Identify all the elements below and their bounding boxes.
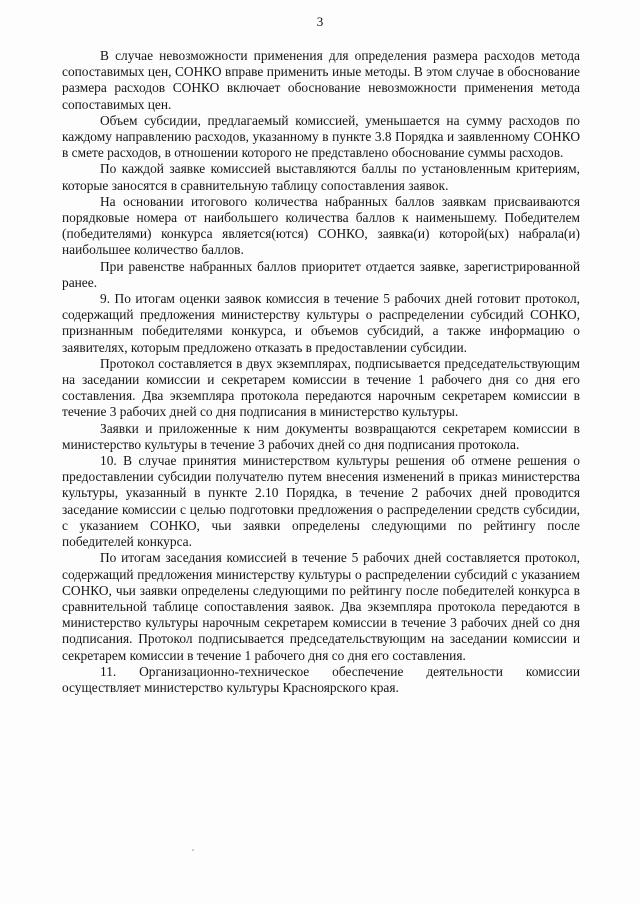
paragraph-protocol-signing: Протокол составляется в двух экземплярах, подписывается председательствующим на заседании комиссии и секретарем комиссии в течение 1 рабочего дня со дня его составления. Два экземпляра протокола передаются нарочным секретарем комиссии в течение 3 рабочих дней со дня подписания в министерство культуры. xyxy=(62,355,580,420)
paragraph-subsidy-reduction: Объем субсидии, предлагаемый комиссией, уменьшается на сумму расходов по каждому направлению расходов, указанному в пункте 3.8 Порядка и заявленному СОНКО в смете расходов, в отношении которого не представлено обоснование суммы расходов. xyxy=(62,112,580,161)
scan-speck xyxy=(192,849,194,851)
paragraph-item-10: 10. В случае принятия министерством культуры решения об отмене решения о предоставлении субсидии получателю путем внесения изменений в приказ министерства культуры, указанный в пункте 2.10 Порядка, в течение 2 рабочих дней проводится заседание комиссии с целью подготовки предложения о распределении средств субсидии, с указанием СОНКО, чьи заявки определены следующими по рейтингу после победителей конкурса. xyxy=(62,453,580,550)
paragraph-item-9: 9. По итогам оценки заявок комиссия в течение 5 рабочих дней готовит протокол, содержащий предложения министерству культуры о распределении субсидий СОНКО, признанным победителями конкурса, и объемов субсидий, а также информацию о заявителях, которым предложено отказать в предоставлении субсидии. xyxy=(62,291,580,355)
paragraph-ranking: На основании итогового количества набранных баллов заявкам присваиваются порядковые номера от наибольшего количества баллов к наименьшему. Победителем (победителями) конкурса является(ются) СОНКО, заявка(и) которой(ых) набрала(и) наибольшее количество баллов. xyxy=(62,193,580,258)
document-body xyxy=(62,48,580,696)
paragraph-applications-return: Заявки и приложенные к ним документы возвращаются секретарем комиссии в министерство культуры в течение 3 рабочих дней со дня подписания протокола. xyxy=(62,420,580,452)
paragraph-scoring: По каждой заявке комиссией выставляются баллы по установленным критериям, которые заносятся в сравнительную таблицу сопоставления заявок. xyxy=(62,161,580,193)
paragraph-meeting-results: По итогам заседания комиссией в течение 5 рабочих дней составляется протокол, содержащий предложения министерству культуры о распределении субсидий с указанием СОНКО, чьи заявки определены следующими по рейтингу после победителей конкурса в сравнительной таблице сопоставления заявок. Два экземпляра протокола передаются в министерство культуры нарочным секретарем комиссии в течение 3 рабочих дней со дня подписания. Протокол подписывается председательствующим на заседании комиссии и секретарем комиссии в течение 1 рабочего дня со дня его составления. xyxy=(62,550,580,663)
page-number: 3 xyxy=(316,14,324,29)
paragraph-tie-rule: При равенстве набранных баллов приоритет отдается заявке, зарегистрированной ранее. xyxy=(62,258,580,290)
paragraph-comparable-prices: В случае невозможности применения для определения размера расходов метода сопоставимых цен, СОНКО вправе применить иные методы. В этом случае в обоснование размера расходов СОНКО включает обоснование невозможности применения метода сопоставимых цен. xyxy=(62,48,580,112)
paragraph-item-11: 11. Организационно-техническое обеспечение деятельности комиссии осуществляет министерство культуры Красноярского края. xyxy=(62,663,580,695)
